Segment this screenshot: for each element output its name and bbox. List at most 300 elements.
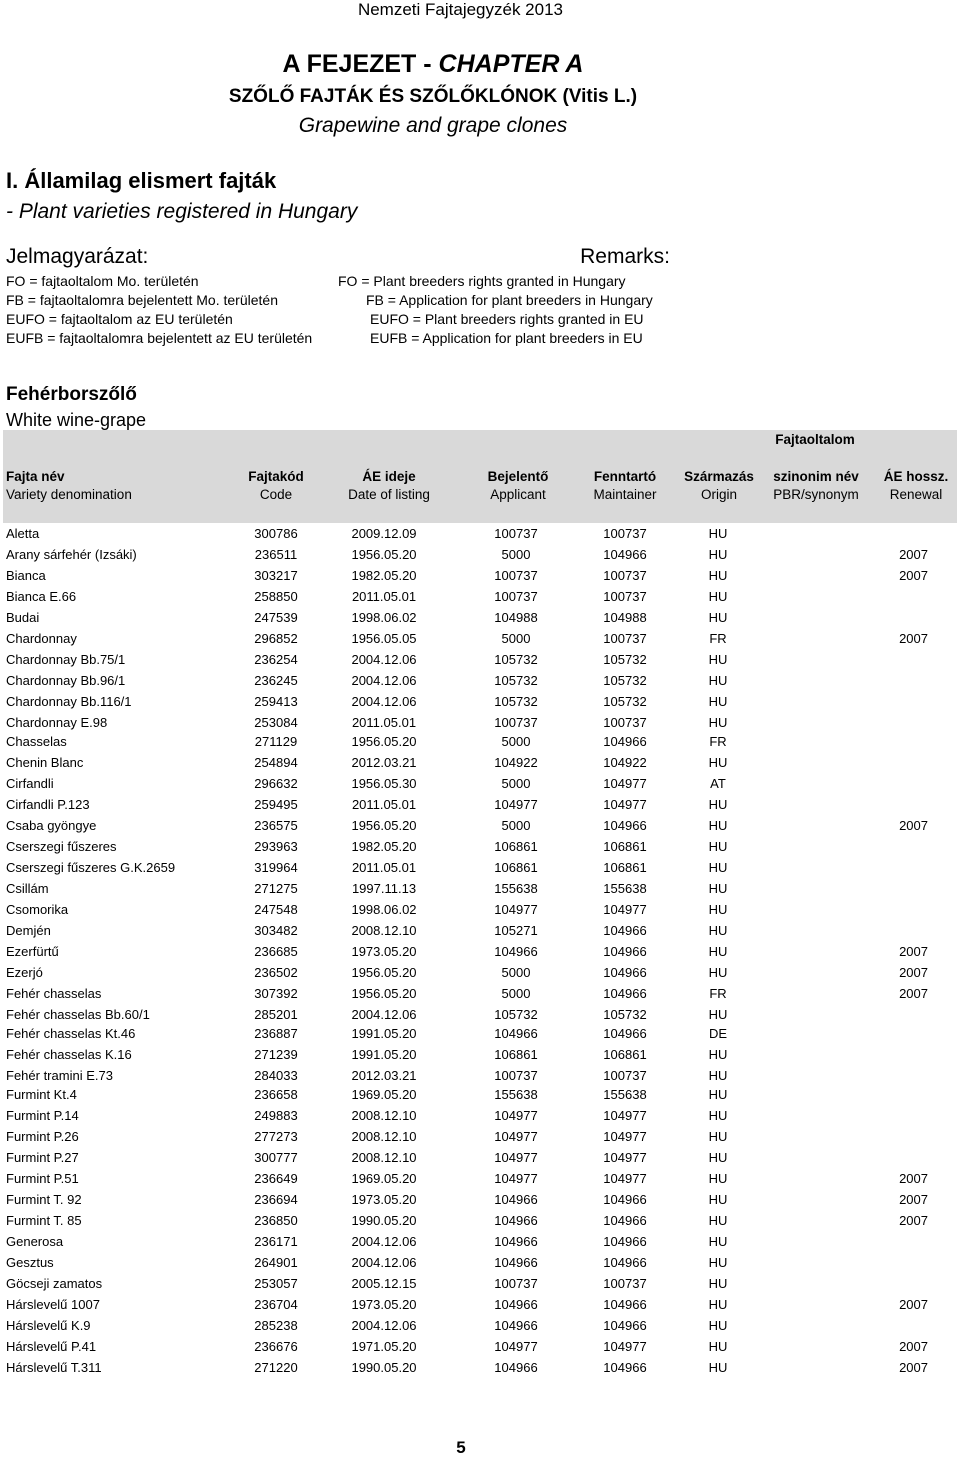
table-row: [0, 1360, 960, 1380]
legend-title-en: Remarks:: [580, 245, 670, 268]
table-row: [0, 610, 960, 630]
variety-name: Generosa: [6, 1234, 64, 1249]
table-row: [0, 1026, 960, 1046]
column-header-synonym: szinonim név: [773, 469, 859, 484]
applicant: 5000: [501, 986, 531, 1001]
legend-line-en: EUFO = Plant breeders rights granted in EU: [370, 311, 644, 327]
origin: HU: [708, 1213, 728, 1228]
variety-name: Furmint P.27: [6, 1150, 79, 1165]
table-row: [0, 673, 960, 693]
table-row: [0, 1150, 960, 1170]
variety-name: Chardonnay: [6, 631, 77, 646]
variety-code: 296632: [254, 776, 298, 791]
listing-date: 1998.06.02: [351, 902, 417, 917]
variety-name: Chardonnay Bb.116/1: [6, 694, 132, 709]
variety-code: 271220: [254, 1360, 298, 1375]
table-row: [0, 965, 960, 985]
applicant: 100737: [494, 589, 538, 604]
applicant: 104988: [494, 610, 538, 625]
maintainer: 105732: [603, 694, 647, 709]
applicant: 104966: [494, 1255, 538, 1270]
origin: HU: [708, 652, 728, 667]
origin: FR: [709, 631, 727, 646]
variety-code: 236676: [254, 1339, 298, 1354]
applicant: 104977: [494, 1171, 538, 1186]
running-title: Nemzeti Fajtajegyzék 2013: [357, 0, 563, 19]
listing-date: 1991.05.20: [351, 1047, 417, 1062]
listing-date: 1990.05.20: [351, 1213, 417, 1228]
applicant: 100737: [494, 715, 538, 730]
table-row: [0, 1213, 960, 1233]
origin: DE: [708, 1026, 728, 1041]
variety-code: 236254: [254, 652, 298, 667]
renewal: 2007: [899, 547, 928, 562]
variety-code: 236658: [254, 1087, 298, 1102]
origin: HU: [708, 1087, 728, 1102]
applicant: 5000: [501, 965, 531, 980]
page-number: 5: [456, 1438, 466, 1457]
renewal: 2007: [899, 986, 928, 1001]
origin: FR: [709, 734, 727, 749]
variety-code: 277273: [254, 1129, 298, 1144]
variety-code: 285201: [254, 1007, 298, 1022]
variety-code: 247539: [254, 610, 298, 625]
listing-date: 1969.05.20: [351, 1087, 417, 1102]
origin: HU: [708, 1339, 728, 1354]
applicant: 104977: [494, 1108, 538, 1123]
table-row: [0, 839, 960, 859]
listing-date: 2005.12.15: [351, 1276, 417, 1291]
renewal: 2007: [899, 1360, 928, 1375]
category-title-en: White wine-grape: [6, 410, 147, 430]
variety-code: 253057: [254, 1276, 298, 1291]
section-title-en: - Plant varieties registered in Hungary: [6, 200, 358, 223]
table-row: [0, 1276, 960, 1296]
maintainer: 100737: [603, 631, 647, 646]
maintainer: 104966: [603, 1360, 647, 1375]
renewal: 2007: [899, 1339, 928, 1354]
table-row: [0, 734, 960, 754]
table-row: [0, 526, 960, 546]
legend-line-hu: FO = fajtaoltalom Mo. területén: [6, 273, 199, 289]
origin: FR: [709, 986, 727, 1001]
table-row: [0, 986, 960, 1006]
legend-title-hu: Jelmagyarázat:: [6, 245, 149, 268]
origin: HU: [708, 1129, 728, 1144]
origin: HU: [708, 1297, 728, 1312]
legend-line-hu: EUFO = fajtaoltalom az EU területén: [6, 311, 233, 327]
listing-date: 2009.12.09: [351, 526, 417, 541]
variety-code: 254894: [254, 755, 298, 770]
variety-code: 236685: [254, 944, 298, 959]
section-title-hu: I. Államilag elismert fajták: [6, 168, 277, 193]
column-header-name-en: Variety denomination: [6, 487, 132, 502]
applicant: 105732: [494, 694, 538, 709]
maintainer: 104922: [603, 755, 647, 770]
applicant: 104966: [494, 1192, 538, 1207]
variety-name: Hárslevelű 1007: [6, 1297, 100, 1312]
variety-code: 303217: [254, 568, 298, 583]
listing-date: 1956.05.20: [351, 818, 417, 833]
table-header: [3, 430, 957, 523]
renewal: 2007: [899, 818, 928, 833]
legend-line-en: EUFB = Application for plant breeders in EU: [370, 330, 643, 346]
applicant: 105732: [494, 652, 538, 667]
table-row: [0, 902, 960, 922]
variety-name: Cirfandli P.123: [6, 797, 90, 812]
origin: HU: [708, 1234, 728, 1249]
table-row: [0, 860, 960, 880]
variety-name: Furmint P.26: [6, 1129, 79, 1144]
table-row: [0, 1129, 960, 1149]
applicant: 104966: [494, 1318, 538, 1333]
table-row: [0, 1047, 960, 1067]
origin: HU: [708, 860, 728, 875]
listing-date: 1982.05.20: [351, 839, 417, 854]
column-header-applicant: Bejelentő: [487, 469, 549, 484]
variety-code: 236502: [254, 965, 298, 980]
maintainer: 104977: [603, 1339, 647, 1354]
origin: HU: [708, 1150, 728, 1165]
origin: HU: [708, 1007, 728, 1022]
variety-code: 258850: [254, 589, 298, 604]
variety-name: Chardonnay Bb.75/1: [6, 652, 126, 667]
table-row: [0, 881, 960, 901]
column-header-origin: Származás: [684, 469, 754, 484]
variety-name: Arany sárfehér (Izsáki): [6, 547, 137, 562]
variety-name: Ezerfürtű: [6, 944, 59, 959]
applicant: 155638: [494, 881, 538, 896]
variety-code: 303482: [254, 923, 298, 938]
maintainer: 155638: [603, 881, 647, 896]
origin: HU: [708, 1318, 728, 1333]
variety-name: Gesztus: [6, 1255, 54, 1270]
variety-code: 236511: [254, 547, 298, 562]
legend-line-hu: EUFB = fajtaoltalomra bejelentett az EU területén: [6, 330, 313, 346]
variety-code: 253084: [254, 715, 298, 730]
variety-name: Hárslevelű K.9: [6, 1318, 91, 1333]
variety-code: 259413: [254, 694, 298, 709]
table-row: [0, 568, 960, 588]
applicant: 104966: [494, 1360, 538, 1375]
listing-date: 1956.05.05: [351, 631, 417, 646]
variety-name: Cirfandli: [6, 776, 54, 791]
renewal: 2007: [899, 631, 928, 646]
column-header-date: ÁE ideje: [362, 469, 416, 484]
origin: HU: [708, 902, 728, 917]
maintainer: 104977: [603, 797, 647, 812]
variety-name: Fehér chasselas Kt.46: [6, 1026, 136, 1041]
applicant: 105732: [494, 673, 538, 688]
column-header-renewal: ÁE hossz.: [883, 469, 949, 484]
maintainer: 104966: [603, 923, 647, 938]
table-row: [0, 715, 960, 735]
origin: HU: [708, 1108, 728, 1123]
table-row: [0, 797, 960, 817]
maintainer: 104966: [603, 1297, 647, 1312]
table-row: [0, 652, 960, 672]
variety-name: Chardonnay E.98: [6, 715, 108, 730]
applicant: 105271: [494, 923, 538, 938]
legend-line-hu: FB = fajtaoltalomra bejelentett Mo. területén: [6, 292, 278, 308]
origin: HU: [708, 839, 728, 854]
listing-date: 1991.05.20: [351, 1026, 417, 1041]
variety-code: 293963: [254, 839, 298, 854]
variety-code: 259495: [254, 797, 298, 812]
variety-code: 236850: [254, 1213, 298, 1228]
applicant: 104977: [494, 1150, 538, 1165]
applicant: 105732: [494, 1007, 538, 1022]
table-row: [0, 631, 960, 651]
listing-date: 2011.05.01: [351, 797, 417, 812]
table-row: [0, 694, 960, 714]
variety-code: 319964: [254, 860, 298, 875]
origin: HU: [708, 1068, 728, 1083]
listing-date: 2008.12.10: [351, 1150, 417, 1165]
maintainer: 104988: [603, 610, 647, 625]
column-header-code: Fajtakód: [248, 469, 304, 484]
maintainer: 100737: [603, 715, 647, 730]
applicant: 100737: [494, 1276, 538, 1291]
listing-date: 2004.12.06: [351, 1007, 417, 1022]
variety-name: Bianca E.66: [6, 589, 77, 604]
maintainer: 106861: [603, 1047, 647, 1062]
origin: HU: [708, 1360, 728, 1375]
variety-name: Hárslevelű T.311: [6, 1360, 102, 1375]
applicant: 5000: [501, 631, 531, 646]
variety-name: Fehér chasselas: [6, 986, 102, 1001]
applicant: 5000: [501, 734, 531, 749]
column-header-synonym-en: PBR/synonym: [773, 487, 859, 502]
table-row: [0, 1171, 960, 1191]
origin: HU: [708, 1276, 728, 1291]
legend-line-en: FB = Application for plant breeders in Hungary: [366, 292, 653, 308]
applicant: 106861: [494, 839, 538, 854]
renewal: 2007: [899, 944, 928, 959]
variety-name: Hárslevelű P.41: [6, 1339, 97, 1354]
listing-date: 2004.12.06: [351, 652, 417, 667]
table-row: [0, 1318, 960, 1338]
origin: HU: [708, 965, 728, 980]
origin: HU: [708, 818, 728, 833]
maintainer: 100737: [603, 1276, 647, 1291]
maintainer: 104977: [603, 1129, 647, 1144]
maintainer: 104966: [603, 547, 647, 562]
variety-code: 236171: [254, 1234, 298, 1249]
applicant: 104977: [494, 902, 538, 917]
listing-date: 1956.05.20: [351, 986, 417, 1001]
chapter-title-en: CHAPTER A: [438, 50, 584, 78]
variety-code: 236649: [254, 1171, 298, 1186]
applicant: 100737: [494, 1068, 538, 1083]
maintainer: 104977: [603, 1108, 647, 1123]
table-row: [0, 818, 960, 838]
maintainer: 155638: [603, 1087, 647, 1102]
variety-code: 236245: [254, 673, 298, 688]
listing-date: 1998.06.02: [351, 610, 417, 625]
applicant: 104966: [494, 1234, 538, 1249]
table-row: [0, 1192, 960, 1212]
origin: HU: [708, 673, 728, 688]
origin: HU: [708, 715, 728, 730]
origin: HU: [708, 610, 728, 625]
variety-name: Csaba gyöngye: [6, 818, 97, 833]
variety-name: Csillám: [6, 881, 49, 896]
listing-date: 2004.12.06: [351, 1234, 417, 1249]
maintainer: 104966: [603, 944, 647, 959]
column-header-maintainer: Fenntartó: [593, 469, 657, 484]
table-row: [0, 755, 960, 775]
variety-name: Chenin Blanc: [6, 755, 84, 770]
applicant: 5000: [501, 547, 531, 562]
column-header-code-en: Code: [259, 487, 293, 502]
variety-code: 285238: [254, 1318, 298, 1333]
applicant: 104966: [494, 1297, 538, 1312]
listing-date: 1971.05.20: [351, 1339, 417, 1354]
applicant: 104977: [494, 1129, 538, 1144]
table-row: [0, 1297, 960, 1317]
column-header-date-en: Date of listing: [348, 487, 430, 502]
applicant: 106861: [494, 860, 538, 875]
chapter-title-hu: A FEJEZET -: [282, 50, 439, 78]
variety-name: Ezerjó: [6, 965, 43, 980]
origin: HU: [708, 755, 728, 770]
table-row: [0, 1234, 960, 1254]
renewal: 2007: [899, 1171, 928, 1186]
listing-date: 1969.05.20: [351, 1171, 417, 1186]
category-title-hu: Fehérborszőlő: [6, 384, 137, 405]
applicant: 104977: [494, 797, 538, 812]
listing-date: 1973.05.20: [351, 1192, 417, 1207]
variety-name: Fehér tramini E.73: [6, 1068, 113, 1083]
variety-code: 264901: [254, 1255, 298, 1270]
table-row: [0, 1087, 960, 1107]
variety-name: Chardonnay Bb.96/1: [6, 673, 126, 688]
column-header-maintainer-en: Maintainer: [593, 487, 657, 502]
origin: HU: [708, 526, 728, 541]
maintainer: 104966: [603, 986, 647, 1001]
table-row: [0, 1068, 960, 1088]
variety-name: Chasselas: [6, 734, 67, 749]
maintainer: 105732: [603, 652, 647, 667]
table-row: [0, 944, 960, 964]
variety-code: 247548: [254, 902, 298, 917]
origin: HU: [708, 944, 728, 959]
renewal: 2007: [899, 568, 928, 583]
maintainer: 100737: [603, 568, 647, 583]
maintainer: 105732: [603, 673, 647, 688]
variety-code: 307392: [254, 986, 298, 1001]
table-row: [0, 1255, 960, 1275]
maintainer: 104966: [603, 1234, 647, 1249]
variety-code: 271129: [254, 734, 298, 749]
listing-date: 1956.05.20: [351, 734, 417, 749]
applicant: 104977: [494, 1339, 538, 1354]
variety-name: Csomorika: [6, 902, 69, 917]
chapter-subtitle-en: Grapewine and grape clones: [298, 114, 568, 137]
origin: HU: [708, 923, 728, 938]
variety-name: Cserszegi fűszeres: [6, 839, 117, 854]
listing-date: 2011.05.01: [351, 715, 417, 730]
table-row: [0, 1108, 960, 1128]
variety-code: 249883: [254, 1108, 298, 1123]
listing-date: 2012.03.21: [351, 755, 417, 770]
origin: HU: [708, 1255, 728, 1270]
listing-date: 2004.12.06: [351, 1255, 417, 1270]
applicant: 104922: [494, 755, 538, 770]
chapter-subtitle: SZŐLŐ FAJTÁK ÉS SZŐLŐKLÓNOK (Vitis L.): [228, 86, 638, 107]
origin: HU: [708, 1192, 728, 1207]
variety-code: 271275: [254, 881, 298, 896]
renewal: 2007: [899, 1192, 928, 1207]
listing-date: 2012.03.21: [351, 1068, 417, 1083]
table-row: [0, 1339, 960, 1359]
listing-date: 2004.12.06: [351, 673, 417, 688]
variety-name: Aletta: [6, 526, 40, 541]
maintainer: 104977: [603, 902, 647, 917]
renewal: 2007: [899, 1297, 928, 1312]
variety-code: 296852: [254, 631, 298, 646]
variety-name: Furmint Kt.4: [6, 1087, 77, 1102]
listing-date: 1973.05.20: [351, 944, 417, 959]
listing-date: 1973.05.20: [351, 1297, 417, 1312]
chapter-title: [0, 50, 866, 79]
variety-name: Bianca: [6, 568, 46, 583]
origin: HU: [708, 881, 728, 896]
listing-date: 1997.11.13: [351, 881, 417, 896]
origin: HU: [708, 797, 728, 812]
applicant: 100737: [494, 526, 538, 541]
listing-date: 2004.12.06: [351, 1318, 417, 1333]
maintainer: 104966: [603, 1026, 647, 1041]
origin: HU: [708, 568, 728, 583]
legend-line-en: FO = Plant breeders rights granted in Hungary: [338, 273, 626, 289]
listing-date: 1982.05.20: [351, 568, 417, 583]
listing-date: 2008.12.10: [351, 1129, 417, 1144]
listing-date: 2011.05.01: [351, 860, 417, 875]
listing-date: 2011.05.01: [351, 589, 417, 604]
listing-date: 1956.05.20: [351, 965, 417, 980]
origin: HU: [708, 547, 728, 562]
listing-date: 2004.12.06: [351, 694, 417, 709]
variety-code: 300777: [254, 1150, 298, 1165]
applicant: 104966: [494, 1213, 538, 1228]
maintainer: 104966: [603, 965, 647, 980]
maintainer: 104966: [603, 818, 647, 833]
listing-date: 1956.05.30: [351, 776, 417, 791]
maintainer: 104977: [603, 1150, 647, 1165]
variety-code: 236704: [254, 1297, 298, 1312]
origin: HU: [708, 694, 728, 709]
table-row: [0, 1007, 960, 1027]
applicant: 5000: [501, 776, 531, 791]
variety-code: 236694: [254, 1192, 298, 1207]
variety-name: Furmint T. 92: [6, 1192, 82, 1207]
listing-date: 1990.05.20: [351, 1360, 417, 1375]
table-row: [0, 547, 960, 567]
listing-date: 2008.12.10: [351, 923, 417, 938]
maintainer: 104966: [603, 1255, 647, 1270]
variety-code: 236575: [254, 818, 298, 833]
table-row: [0, 923, 960, 943]
table-row: [0, 589, 960, 609]
maintainer: 100737: [603, 526, 647, 541]
maintainer: 100737: [603, 589, 647, 604]
maintainer: 104966: [603, 1318, 647, 1333]
applicant: 104966: [494, 944, 538, 959]
renewal: 2007: [899, 965, 928, 980]
column-header-name: Fajta név: [6, 469, 65, 484]
